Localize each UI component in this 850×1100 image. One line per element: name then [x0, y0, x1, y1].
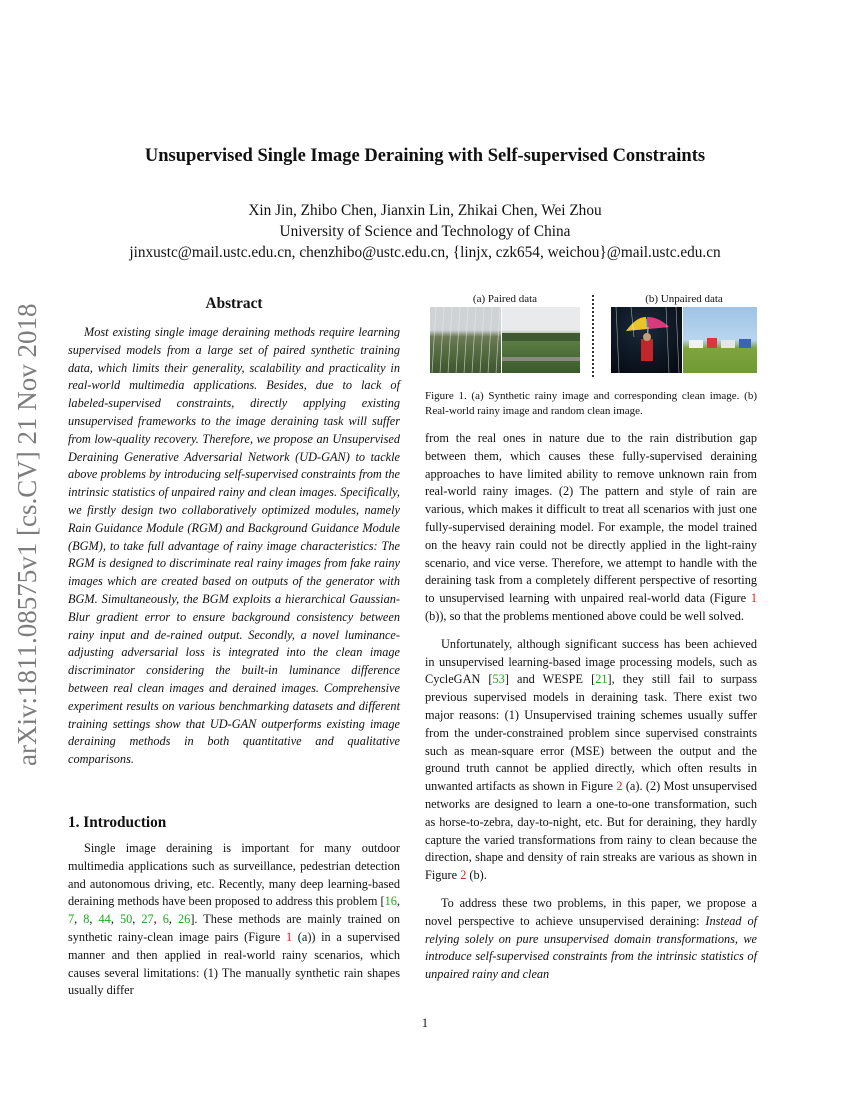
figure-link[interactable]: 1: [285, 929, 293, 944]
emphasized-text: Instead of relying solely on pure unsupervised domain transformations, we introduce self-supervised constraints from the intrinsic statistics of unpaired rainy and clean: [425, 913, 758, 982]
figure-link[interactable]: 1: [750, 591, 757, 606]
synthetic-rainy-image: [430, 307, 501, 373]
figure-divider: [592, 295, 594, 377]
random-clean-image: [683, 307, 757, 373]
abstract-heading: Abstract: [205, 295, 263, 312]
figure-caption: Figure 1. (a) Synthetic rainy image and corresponding clean image. (b) Real-world rainy image and random clean image.: [425, 390, 757, 417]
rain-streaks: [430, 307, 501, 373]
citation-link[interactable]: 50: [119, 912, 133, 927]
figure-label-paired: (a) Paired data: [472, 293, 538, 305]
figure-link[interactable]: 2: [460, 868, 467, 883]
body-paragraph: To address these two problems, in this paper, we propose a novel perspective to achieve unsupervised deraining: Instead of relying solely on pure unsupervised domain transformations, we introduce self-supervised constraints from the intrinsic statistics of unpaired rainy and clean: [425, 895, 758, 982]
arxiv-identifier: arXiv:1811.08575v1 [cs.CV] 21 Nov 2018: [12, 303, 42, 767]
umbrella-scene: [611, 307, 682, 373]
citation-link[interactable]: 21: [595, 672, 608, 687]
citation-link[interactable]: 53: [492, 672, 505, 687]
author-names: Xin Jin, Zhibo Chen, Jianxin Lin, Zhikai Chen, Wei Zhou: [248, 202, 602, 219]
right-column-body: [425, 430, 757, 984]
intro-paragraph: Single image deraining is important for many outdoor multimedia applications such as surveillance, pedestrian detection and autonomous driving, etc. Recently, many deep learning-based deraining methods have been proposed to address this problem [16, 7, 8, 44, 50, 27, 6, 26]. These methods are mainly trained on synthetic rainy-clean image pairs (Figure 1 (a)) in a supervised manner and then applied in real-world rainy scenarios, which causes several limitations: (1) The manually synthetic rain shapes usually differ: [68, 841, 401, 998]
tents-scene: [683, 307, 757, 373]
abstract-body: [68, 324, 400, 769]
page-number: 1: [421, 1016, 429, 1030]
body-paragraph: Unfortunately, although significant success has been achieved in unsupervised learning-based image processing models, such as CycleGAN [53] and WESPE [21], they still fail to surpass previous supervised models in deraining task. There exist two major reasons: (1) Unsupervised training schemes usually suffer from the under-constrained problem since supervised constraints such as mean-square error (MSE) between the output and the ground truth cannot be applied directly, which often results in unwanted artifacts as shown in Figure 2 (a). (2) Most unsupervised networks are designed to learn a one-to-one transformation, such as horse-to-zebra, day-to-night, etc. But for deraining, they hardly capture the varied transformations from rainy to clean because the direction, shape and density of rain streaks are various as shown in Figure 2 (b).: [425, 636, 757, 883]
abstract-text: Most existing single image deraining methods require learning supervised models from a large set of paired synthetic training data, which limits their generality, scalability and practicality in real-world multimedia applications. Besides, due to lack of labeled-supervised constraints, directly applying existing unsupervised frameworks to the image deraining task will suffer from low-quality recovery. Therefore, we propose an Unsupervised Deraining Generative Adversarial Network (UD-GAN) to tackle above problems by introducing self-supervised constraints from the intrinsic statistics of unpaired rainy and clean images. Specifically, we firstly design two collaboratively optimized modules, namely Rain Guidance Module (RGM) and Background Guidance Module (BGM), to take full advantage of rainy image characteristics: The RGM is designed to discriminate real rainy images from fake rainy images which are created based on outputs of the generator with BGM. Simultaneously, the BGM exploits a hierarchical Gaussian-Blur gradient error to ensure background consistency between rainy input and de-rained output. Secondly, a novel luminance-adjusting adversarial loss is integrated into the clean image discriminator considering the built-in luminance difference between real clean images and derained images. Comprehensive experiment results on various benchmarking datasets and different training settings show that UD-GAN outperforms existing image deraining methods in both quantitative and qualitative comparisons.: [68, 325, 400, 767]
treeline: [502, 307, 580, 373]
author-block: [60, 200, 790, 263]
author-emails: jinxustc@mail.ustc.edu.cn, chenzhibo@ustc.edu.cn, {linjx, czk654, weichou}@mail.ustc.edu.cn: [129, 244, 721, 261]
citation-link[interactable]: 16: [384, 894, 397, 909]
introduction-heading: 1. Introduction: [68, 814, 167, 831]
paper-title: Unsupervised Single Image Deraining with Self-supervised Constraints: [144, 146, 706, 166]
citation-link[interactable]: 6: [162, 912, 169, 927]
citation-link[interactable]: 44: [98, 912, 111, 927]
citation-link[interactable]: 8: [83, 912, 90, 927]
real-rainy-image: [611, 307, 682, 373]
figure-label-unpaired: (b) Unpaired data: [645, 293, 723, 305]
clean-paired-image: [502, 307, 580, 373]
affiliation: University of Science and Technology of China: [279, 223, 571, 240]
introduction-body: [68, 840, 400, 1000]
figure-link[interactable]: 2: [616, 779, 623, 794]
figure-1: [425, 293, 757, 385]
body-paragraph: from the real ones in nature due to the rain distribution gap between them, which causes these fully-supervised deraining approaches to have limited ability to remove unknown rain from real-world rainy images. (2) The pattern and style of rain are various, which makes it difficult to treat all scenarios with just one fully-supervised deraining model. For example, the model trained on the heavy rain could not be directly applied in the light-rainy scenario, and vice verse. Therefore, we attempt to handle with the deraining task from a completely different perspective of resorting to unsupervised learning with unpaired real-world data (Figure 1 (b)), so that the problems mentioned above could be well solved.: [425, 431, 757, 623]
citation-link[interactable]: 27: [141, 912, 154, 927]
citation-link[interactable]: 26: [178, 912, 191, 927]
citation-link[interactable]: 7: [68, 912, 75, 927]
